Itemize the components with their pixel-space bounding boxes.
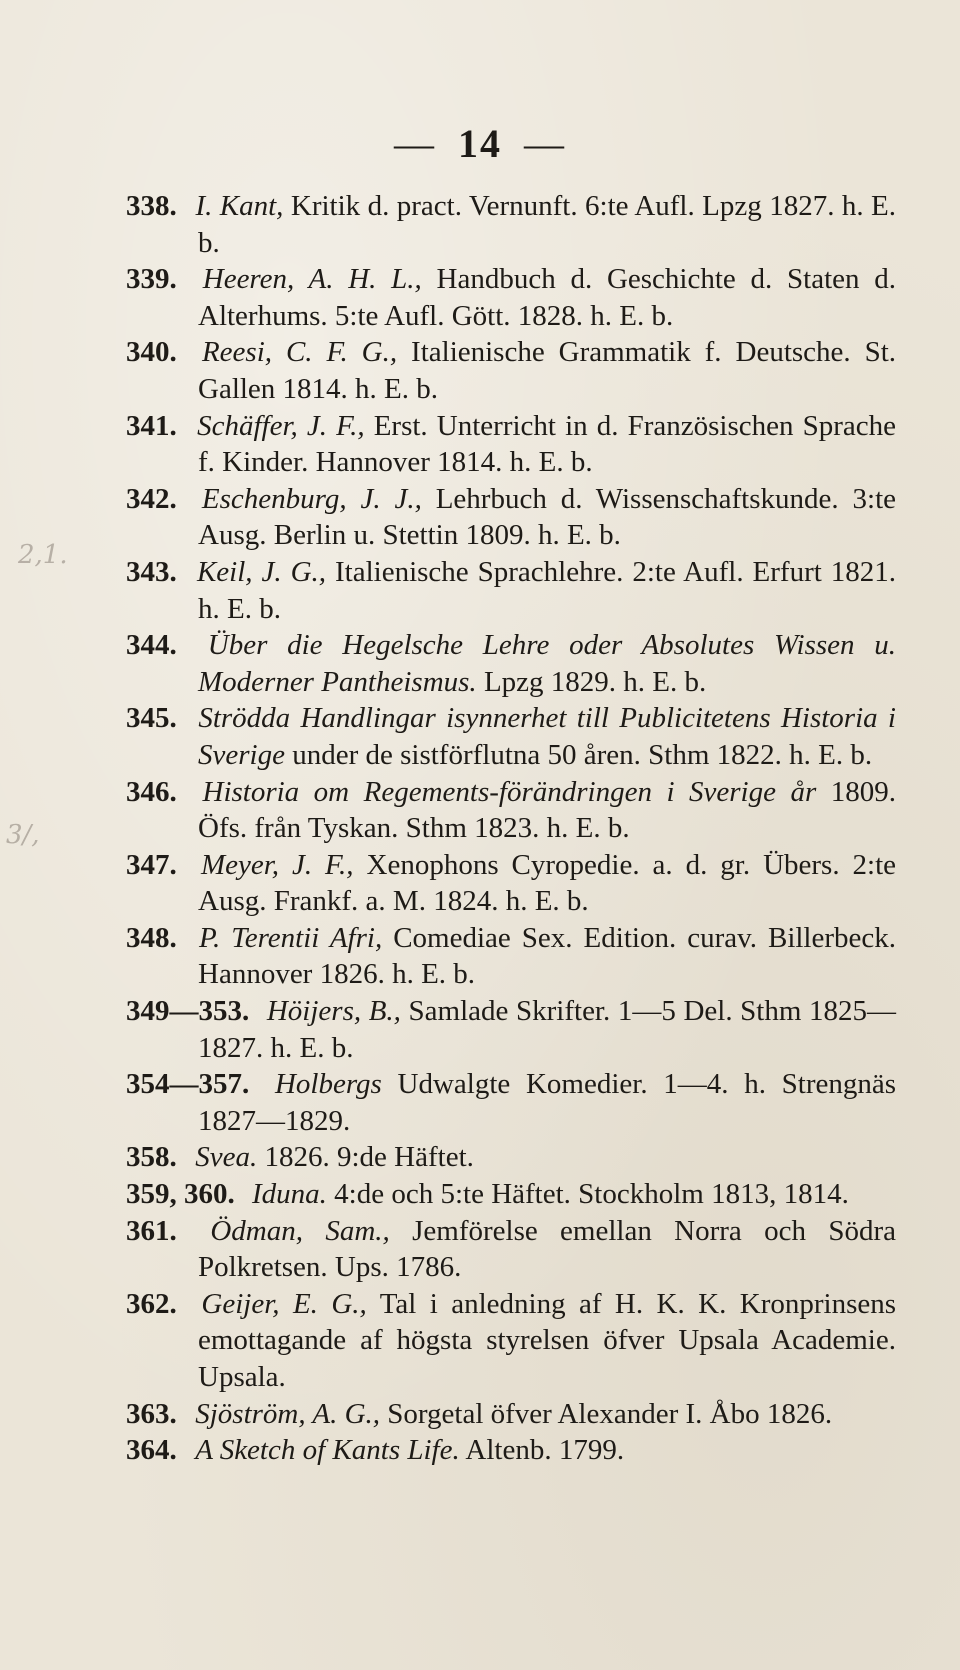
margin-note: 2,1. [18,540,68,570]
entry-number: 345. [126,702,177,735]
entry-text: Kritik d. pract. Vernunft. 6:te Aufl. Lpzg 1827. h. E. b. [198,190,897,259]
entry-title: Über die Hegelsche Lehre oder Absolutes Wissen u. Moderner Pantheismus. [198,629,897,698]
entry-author: P. Terentii Afri, [199,921,383,954]
entry-author: Schäffer, J. F., [197,409,365,442]
entry-text: 4:de och 5:te Häftet. Stockholm 1813, 1814. [334,1178,849,1211]
entry-number: 347. [126,848,177,881]
entry-text: Tal i anledning af H. K. K. Kronprinsens emottagande af högsta styrelsen öfver Upsala Academie. Upsala. [198,1287,897,1393]
entry-number: 361. [126,1214,177,1247]
entry-number: 343. [126,555,177,588]
entry-text: Italienische Grammatik f. Deutsche. St. Gallen 1814. h. E. b. [198,336,897,405]
catalog-entry [126,627,896,700]
entry-text: Xenophons Cyropedie. a. d. gr. Übers. 2:te Ausg. Frankf. a. M. 1824. h. E. b. [198,848,897,918]
page-header [0,120,960,167]
entry-author: Reesi, C. F. G., [201,336,398,369]
entry-text: 1826. 9:de Häftet. [264,1141,474,1174]
catalog-entry [126,481,896,554]
header-dash-left: — [394,121,436,166]
entry-author: Höijers, B., [266,995,401,1028]
entry-author: Sjöström, A. G., [195,1397,381,1430]
entry-number: 341. [126,409,177,442]
catalog-entry [126,408,896,481]
entry-text: Italienische Sprachlehre. 2:te Aufl. Erfurt 1821. h. E. b. [198,555,897,625]
entry-number: 349—353. [126,995,250,1028]
header-dash-right: — [524,121,566,166]
entry-number: 344. [126,629,177,662]
catalog-entry [126,1176,896,1213]
entry-author: I. Kant, [195,190,284,222]
catalog-entry [126,1213,896,1286]
page-number: 14 [458,121,502,166]
entry-title: A Sketch of Kants Life. [195,1434,460,1467]
catalog-entries [126,188,896,1469]
entry-text: Comediae Sex. Edition. curav. Billerbeck. Hannover 1826. h. E. b. [198,921,897,991]
entry-number: 339. [126,263,177,296]
catalog-entry [126,1432,896,1469]
catalog-entry [126,188,896,261]
entry-title: Svea. [195,1141,258,1174]
catalog-entry [126,700,896,773]
entry-number: 346. [126,775,177,808]
entry-number: 362. [126,1287,177,1320]
entry-text: Lehrbuch d. Wissenschaftskunde. 3:te Ausg. Berlin u. Stettin 1809. h. E. b. [198,482,897,552]
entry-text: 1809. Öfs. från Tyskan. Sthm 1823. h. E. b. [198,775,896,845]
entry-number: 340. [126,336,177,369]
entry-text: Altenb. 1799. [465,1434,625,1467]
catalog-entry [126,774,896,847]
catalog-entry [126,1066,896,1139]
catalog-entry [126,993,896,1066]
entry-number: 364. [126,1434,177,1467]
catalog-entry [126,261,896,334]
entry-text: Lpzg 1829. h. E. b. [483,665,707,698]
entry-title: Iduna. [252,1178,327,1211]
entry-number: 363. [126,1397,177,1430]
catalog-entry [126,1139,896,1176]
entry-title: Strödda Handlingar isynnerhet till Publicitetens Historia i Sverige [198,702,896,771]
entry-text: Erst. Unterricht in d. Französischen Sprache f. Kinder. Hannover 1814. h. E. b. [198,409,897,479]
entry-number: 354—357. [126,1068,250,1101]
catalog-entry [126,334,896,407]
entry-author: Eschenburg, J. J., [201,482,422,515]
catalog-entry [126,1396,896,1433]
entry-author: Keil, J. G., [196,555,327,588]
entry-text: Jemförelse emellan Norra och Södra Polkretsen. Ups. 1786. [198,1214,897,1284]
catalog-entry [126,847,896,920]
catalog-entry [126,1286,896,1396]
entry-author: Ödman, Sam., [210,1214,390,1247]
entry-text: under de sistförflutna 50 åren. Sthm 1822. h. E. b. [292,738,873,771]
entry-text: Samlade Skrifter. 1—5 Del. Sthm 1825—1827. h. E. b. [198,995,897,1064]
entry-author: Meyer, J. F., [200,848,354,881]
entry-number: 342. [126,482,177,515]
entry-author: Heeren, A. H. L., [202,263,422,296]
catalog-entry [126,920,896,993]
entry-title: Historia om Regements-förändringen i Sverige år [202,775,817,808]
entry-number: 338. [126,190,177,222]
entry-number: 348. [126,921,177,954]
entry-author: Holbergs [274,1068,382,1101]
catalog-entry [126,554,896,627]
entry-text: Sorgetal öfver Alexander I. Åbo 1826. [387,1397,833,1430]
entry-number: 359, 360. [126,1178,235,1211]
margin-note: 3/, [6,820,40,850]
entry-text: Handbuch d. Geschichte d. Staten d. Alterhums. 5:te Aufl. Gött. 1828. h. E. b. [198,263,896,332]
entry-number: 358. [126,1141,177,1174]
entry-text: Udwalgte Komedier. 1—4. h. Strengnäs 1827—1829. [198,1068,897,1137]
entry-author: Geijer, E. G., [201,1287,367,1320]
